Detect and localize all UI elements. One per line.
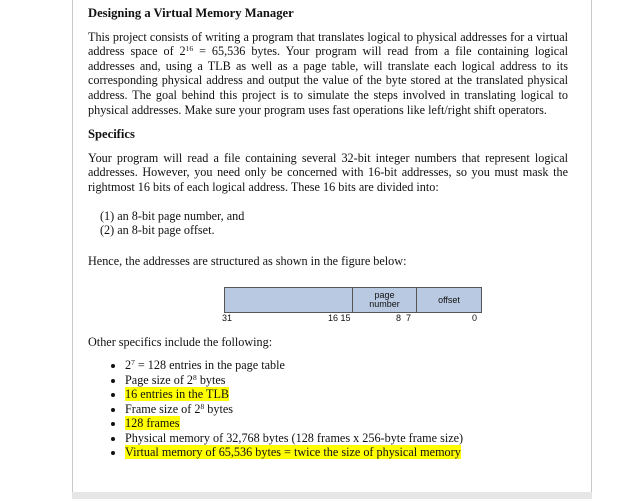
address-structure-figure (88, 281, 568, 325)
specifics-paragraph: Your program will read a file containing several 32-bit integer numbers that represent logical addresses. However, you need only be concerned with 16-bit addresses, so you must mask the rightmost 16 bits of each logical address. These 16 bits are divided into: (88, 150, 568, 194)
list-item: • Physical memory of 32,768 bytes (128 frames x 256-byte frame size) (125, 431, 568, 446)
hence-paragraph: Hence, the addresses are structured as shown in the figure below: (88, 253, 407, 268)
list-item (125, 445, 568, 460)
page-right-edge (591, 0, 592, 499)
highlighted-text: 16 entries in the TLB (125, 387, 230, 402)
page-left-edge (72, 0, 73, 499)
bit-division-list (100, 209, 568, 238)
specifics-bullet-list (88, 358, 568, 460)
list-item (125, 387, 568, 402)
specifics-heading: Specifics (88, 127, 135, 142)
highlighted-text: Virtual memory of 65,536 bytes = twice the size of physical memory (125, 445, 461, 460)
list-item: • $2^7 = 128$ entries in the page table (125, 358, 568, 373)
document-title: Designing a Virtual Memory Manager (88, 6, 294, 20)
bit-label-0: 0 (472, 313, 478, 324)
address-diagram (224, 287, 482, 313)
list-item: • Frame size of $2^8$ bytes (125, 402, 568, 417)
list-item: • Page size of $2^8$ bytes (125, 373, 568, 388)
page-bottom-edge (72, 492, 592, 499)
other-specifics-paragraph: Other specifics include the following: (88, 335, 273, 350)
offset-segment: offset (438, 295, 460, 306)
bit-label-16-15: 16 15 (328, 313, 351, 324)
list-item (125, 416, 568, 431)
bit-label-8-7: 8 7 (396, 313, 412, 324)
list-item: (2) an 8-bit page offset. (100, 223, 215, 238)
intro-paragraph: This project consists of writing a program that translates logical to physical addresses for a virtual address space of $2^{16} = 65,536$ bytes. Your program will read from a file containing logical addresses and, using a TLB as well as a page table, will translate each logical address to its corresponding physical address and output the value of the byte stored at the translated physical address. The goal behind this project is to simulate the steps involved in translating logical to physical addresses. Make sure your program uses fast operations like left/right shift operators. (88, 29, 568, 117)
page-number-segment: page number (353, 288, 417, 312)
high-bits-segment (225, 288, 353, 312)
bit-label-31: 31 (222, 313, 233, 324)
highlighted-text: 128 frames (125, 416, 180, 431)
document-page (88, 6, 568, 460)
list-item: (1) an 8-bit page number, and (100, 208, 245, 223)
